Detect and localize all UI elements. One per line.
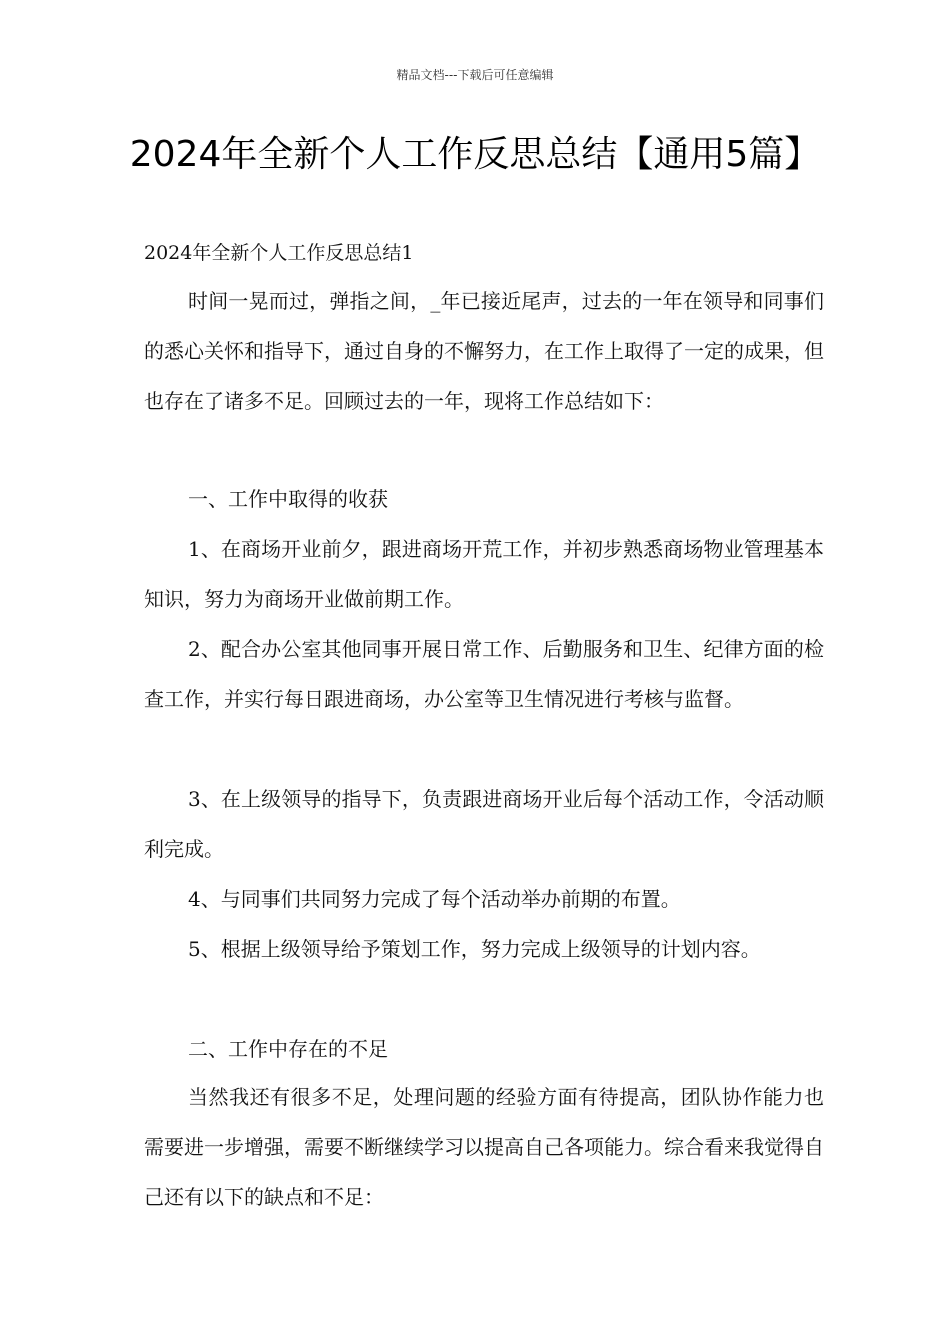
item-4-paragraph: 4、与同事们共同努力完成了每个活动举办前期的布置。 [188,887,681,911]
section-title: 2024年全新个人工作反思总结1 [144,242,414,264]
document-title: 2024年全新个人工作反思总结【通用5篇】 [129,134,821,175]
heading-gains: 一、工作中取得的收获 [188,487,388,511]
item-1-paragraph: 1、在商场开业前夕，跟进商场开荒工作，并初步熟悉商场物业管理基本知识，努力为商场开业做前期工作。 [144,537,824,611]
header-note: 精品文档---下载后可任意编辑 [396,68,554,82]
shortcomings-paragraph: 当然我还有很多不足，处理问题的经验方面有待提高，团队协作能力也需要进一步增强，需要不断继续学习以提高自己各项能力。综合看来我觉得自己还有以下的缺点和不足： [144,1085,824,1209]
item-5-paragraph: 5、根据上级领导给予策划工作，努力完成上级领导的计划内容。 [188,937,761,961]
item-2-paragraph: 2、配合办公室其他同事开展日常工作、后勤服务和卫生、纪律方面的检查工作，并实行每日跟进商场，办公室等卫生情况进行考核与监督。 [144,637,824,711]
intro-paragraph: 时间一晃而过，弹指之间，_年已接近尾声，过去的一年在领导和同事们的悉心关怀和指导下，通过自身的不懈努力，在工作上取得了一定的成果，但也存在了诸多不足。回顾过去的一年，现将工作总结如下： [144,289,824,413]
item-3-paragraph: 3、在上级领导的指导下，负责跟进商场开业后每个活动工作，令活动顺利完成。 [144,787,824,861]
heading-shortcomings: 二、工作中存在的不足 [188,1037,388,1061]
